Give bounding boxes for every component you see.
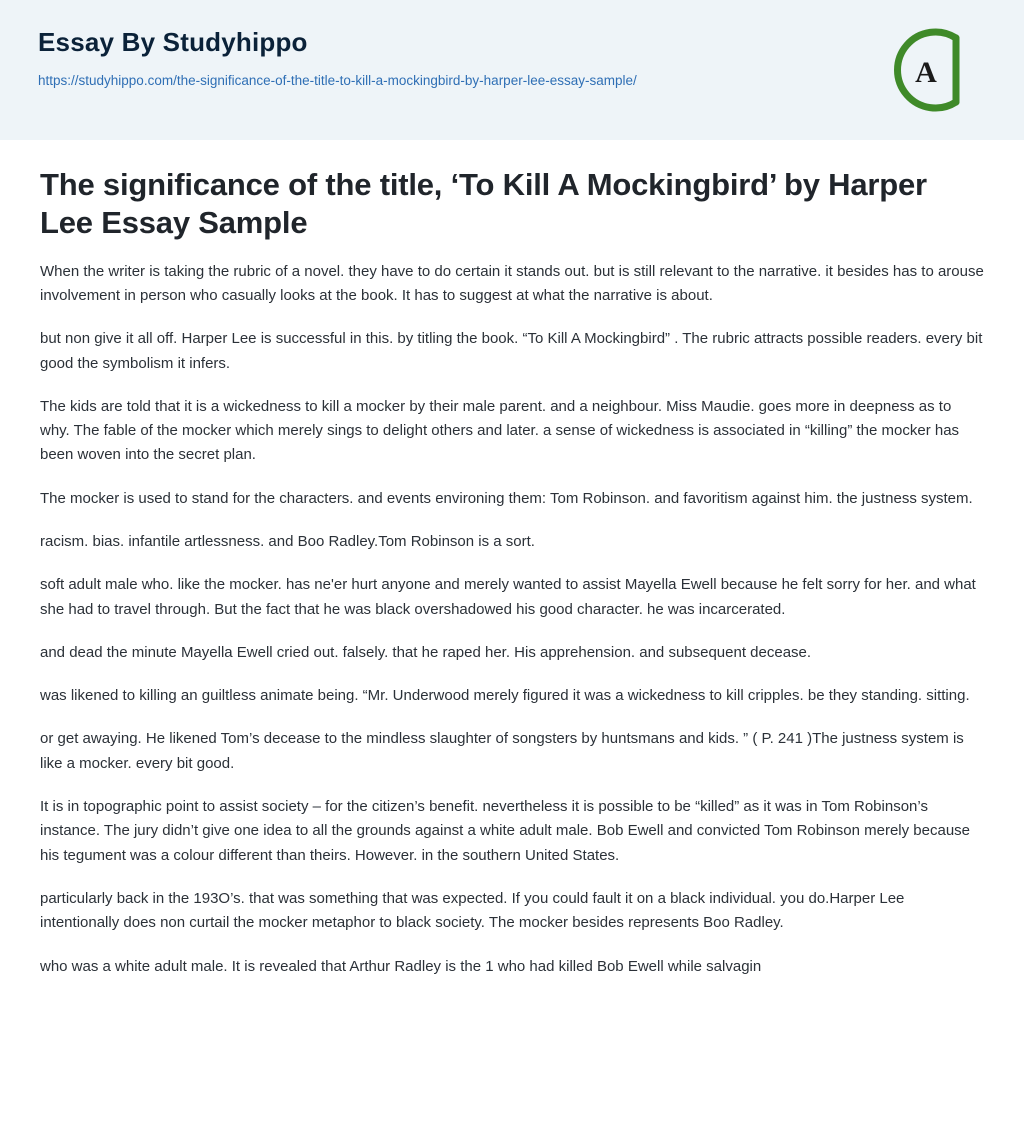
site-title: Essay By Studyhippo <box>38 27 308 57</box>
paragraph: soft adult male who. like the mocker. has ne'er hurt anyone and merely wanted to assist Mayella Ewell because he felt sorry for her. and what she had to travel through. But the fact that he was black overshadowed his good character. he was incarcerated. <box>40 576 976 618</box>
page-header <box>0 0 1024 140</box>
paragraph: racism. bias. infantile artlessness. and Boo Radley.Tom Robinson is a sort. <box>40 533 535 550</box>
paragraph: particularly back in the 193O’s. that was something that was expected. If you could fault it on a black individual. you do.Harper Lee intentionally does non curtail the mocker metaphor to black society. The mocker besides represents Boo Radley. <box>40 889 905 932</box>
paragraph: who was a white adult male. It is revealed that Arthur Radley is the 1 who had killed Bob Ewell while salvagin <box>40 957 762 975</box>
svg-text:A: A <box>915 56 937 89</box>
article-body <box>0 140 1024 1009</box>
page-title: The significance of the title, ‘To Kill A Mockingbird’ by Harper Lee Essay Sample <box>40 167 927 240</box>
studyhippo-logo-icon <box>880 24 972 116</box>
paragraph: or get awaying. He likened Tom’s decease to the mindless slaughter of songsters by huntsmans and kids. ” ( P. 241 )The justness system is like a mocker. every bit good. <box>40 730 964 772</box>
paragraph: It is in topographic point to assist society – for the citizen’s benefit. nevertheless it is possible to be “killed” as it was in Tom Robinson’s instance. The jury didn’t give one idea to all the grounds against a white adult male. Bob Ewell and convicted Tom Robinson merely because his tegument was a colour different than theirs. However. in the southern United States. <box>40 798 970 864</box>
paragraph: was likened to killing an guiltless animate being. “Mr. Underwood merely figured it was a wickedness to kill cripples. be they standing. sitting. <box>40 687 970 705</box>
paragraph: but non give it all off. Harper Lee is successful in this. by titling the book. “To Kill A Mockingbird” . The rubric attracts possible readers. every bit good the symbolism it infers. <box>40 330 983 372</box>
source-url[interactable]: https://studyhippo.com/the-significance-of-the-title-to-kill-a-mockingbird-by-harper-lee-essay-sample/ <box>38 72 637 88</box>
paragraph: The mocker is used to stand for the characters. and events environing them: Tom Robinson. and favoritism against him. the justness system. <box>40 489 973 507</box>
paragraph: The kids are told that it is a wickedness to kill a mocker by their male parent. and a neighbour. Miss Maudie. goes more in deepness as to why. The fable of the mocker which merely sings to delight others and later. a sense of wickedness is associated in “killing” the mocker has been woven into the secret plan. <box>40 397 960 464</box>
paragraph: and dead the minute Mayella Ewell cried out. falsely. that he raped her. His apprehension. and subsequent decease. <box>40 643 812 661</box>
paragraph: When the writer is taking the rubric of a novel. they have to do certain it stands out. but is still relevant to the narrative. it besides has to arouse involvement in person who casually looks at the book. It has to suggest at what the narrative is about. <box>40 262 984 304</box>
